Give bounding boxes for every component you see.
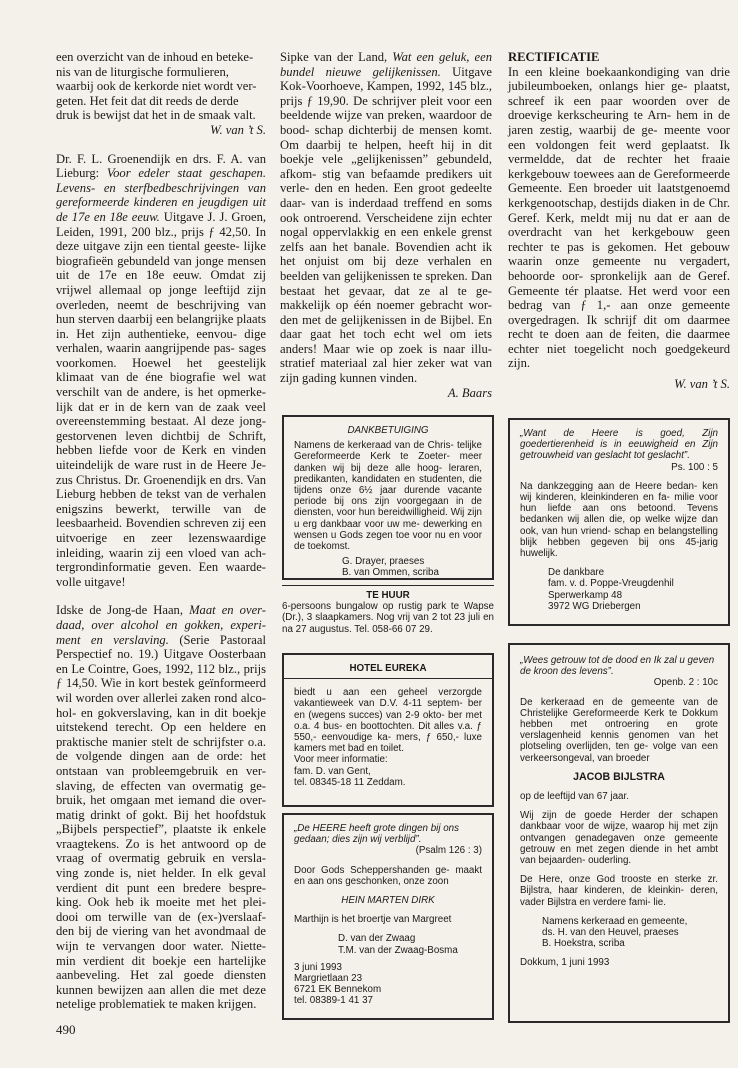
ad-address: Margrietlaan 23 [294, 973, 363, 985]
ad-title: TE HUUR [366, 590, 410, 601]
review-publication: Uitgave J. J. Groen, Leiden, 1991, 200 blz., prijs ƒ 42,50. [56, 209, 267, 239]
ad-quote: „De HEERE heeft grote dingen bij ons gedaan; dies zijn wij verblijd”. [294, 823, 460, 846]
review-author: Idske de Jong-de Haan, [56, 603, 183, 618]
review-book-title: Maat en over- daad, over alcohol en gokken, experi- ment en verslaving. [56, 603, 266, 647]
review-publication: (Serie Pastoraal Perspectief no. 19.) Uitgave Oosterbaan en Le Cointre, Goes, 1992, 112 blz., prijs ƒ 14,50. [56, 632, 266, 691]
ad-body: 6-persoons bungalow op rustig park te Wapse (Dr.), 3 slaapkamers. Nog vrij van 2 tot 23 juli en na 27 augustus. Tel. 058-66 07 29. [282, 601, 494, 635]
text-line: druk is bewijst dat het in de smaak valt. [56, 108, 256, 123]
ad-quote: „Want de Heere is goed, Zijn goedertierenheid is in eeuwigheid en Zijn getrouwheid van geslacht tot geslacht”. [520, 428, 718, 462]
review-body: Wie in kort bestek geïnformeerd wil worden over allerlei zaken rond alco- hol- en gokverslaving, kan in dit boekje uitstekend terecht. Op een heldere en praktische manier stelt de schrijfster o.a. de volgende dingen aan de orde: het ontstaan van probleemgebruik en ver- slaving, de effecten van overmatig ge- bruik, het omgaan met iemand die over- matig drinkt of gokt. Bij het hoofdstuk „Bijbels perspectief”, plaatste ik enkele vraagtekens. Zo is het antwoord op de vraag of overmatig gebruik en versla- ving zonde is, niet helder. In elk geval verdient dit punt een bredere bespre- king. Ook heb ik moeite met het plei- dooi om terwille van de (ex-)verslaaf- den bij de viering van het avondmaal de wijn te vervangen door water. Niette- min verdient dit boekje een hartelijke aanbeveling. Het zal goede diensten kunnen bewijzen aan allen die met deze netelige problematiek te maken krijgen. [56, 676, 267, 1012]
ad-body: De kerkeraad en de gemeente van de Christelijke Gereformeerde Kerk te Dokkum hebben met ontroering en grote verslagenheid kennis genomen van het plotseling overlijden, ten ge- volge van een verkeersongeval, van broeder [520, 696, 718, 764]
ad-signatory: B. van Ommen, scriba [342, 567, 439, 579]
review-body: In deze uitgave zijn een tiental geeste- lijke biografieën gebundeld van jonge mensen uit de 17e en 18e eeuw. Omdat zij vrijwel allemaal op jonge leeftijd zijn overleden, neemt de beschrijving van hun sterven daarbij een belangrijke plaats in. Het zijn authentieke, eenvou- dige verhalen, waarin aangrijpende pas- sages voorkomen. Hoewel het geestelijk klimaat van de éne biografie wel wat verschilt van de andere, is het opmerke- lijk dat er in de kern van de zaak veel overeenstemming bestaat. Al deze jong- gestorvenen leven dichtbij de Schrift, hebben liefde voor de Kerk en vinden uiteindelijk de ware rust in de Heere Je- zus Christus. Dr. Groenendijk en drs. Van Lieburg hebben de tekst van de verhalen enigszins bewerkt, terwille van de leesbaarheid. Bovendien schreven zij een uitvoerige en zeer lezenswaardige inleiding, waarin zij een vloed van ach- tergrondinformatie geven. Een waarde- volle uitgave! [56, 224, 266, 589]
review-author: Sipke van der Land, [280, 50, 388, 64]
review-book-title: Wat een geluk, een bundel nieuwe gelijkenissen. [280, 50, 493, 79]
ad-signatory: fam. v. d. Poppe-Vreugdenhil [548, 578, 674, 590]
ad-sibling: Marthijn is het broertje van Margreet [294, 914, 452, 926]
text-line: een overzicht van de inhoud en beteke- [56, 50, 254, 64]
review-signature: W. van ’t S. [210, 122, 266, 137]
ad-body: biedt u aan een geheel verzorgde vakantieweek van D.V. 4-11 septem- ber en (wegens succes) van 2-9 okto- ber met o.a. 4 bus- en boottochten. Dit alles v.a. ƒ 550,- eenvoudige ka- mers, ƒ 650,- luxe kamers met bad en toilet. [294, 687, 482, 755]
ad-quote-reference: Openb. 2 : 10c [653, 677, 718, 689]
ad-hotel-eureka [282, 653, 494, 807]
review-signature: A. Baars [447, 385, 492, 400]
ad-place-date: Dokkum, 1 juni 1993 [520, 957, 610, 969]
ad-age: op de leeftijd van 67 jaar. [520, 791, 629, 803]
ad-address: 6721 EK Bennekom [294, 984, 382, 996]
column-2 [280, 50, 492, 400]
ad-info: fam. D. van Gent, [294, 765, 371, 777]
ad-anniversary-thanks [508, 418, 730, 626]
review-body: De schrijver pleit voor een beeldende wijze van preken, waardoor de bood- schap dichterbij de mensen komt. Om daarbij te helpen, heeft hij in dit boekje vele „gelijkenissen” gebundeld, afkom- stig van befaamde predikers uit verle- den en heden. Een groot gedeelte daar- van is inderdaad treffend en soms ook ontroerend. Verscheidene zijn echter nogal oppervlakkig en een enkele grenst zelfs aan het banale. Bovendien acht ik het onjuist om bij deze verhalen en beelden van gelijkenissen te spreken. Dan bestaat het gevaar, dat ze al te ge- makkelijk op één noemer gebracht wor- den met de gelijkenissen in de Bijbel. En daar gaat het toch echt wel om iets anders! Maar wie op zoek is naar illu- stratief materiaal zal hier zeker wat van zijn gading kunnen vinden. [280, 93, 492, 386]
column-1 [56, 50, 266, 1012]
ad-title: DANKBETUIGING [347, 425, 429, 436]
ad-parent: T.M. van der Zwaag-Bosma [338, 944, 458, 956]
divider [282, 585, 494, 586]
ad-title: HOTEL EUREKA [349, 663, 427, 674]
review-book-title: Voor edeler staat geschapen. Levens- en sterfbedbeschrijvingen van gereformeerde kinderen en jeugdigen uit de 17e en 18e eeuw. [56, 166, 266, 224]
ad-body: Door Gods Scheppershanden ge- maakt en aan ons geschonken, onze zoon [294, 864, 482, 887]
page-number: 490 [56, 1022, 76, 1037]
review-continuation [56, 50, 266, 138]
rectificatie-heading: RECTIFICATIE [508, 50, 600, 64]
ad-signatory: G. Drayer, praeses [342, 556, 425, 568]
ad-signatory: Namens kerkeraad en gemeente, [542, 915, 688, 927]
ad-info: Voor meer informatie: [294, 754, 388, 766]
review-author: Dr. F. L. Groenendijk en drs. F. A. van Lieburg: [56, 151, 266, 181]
ad-parent: D. van der Zwaag [338, 933, 416, 945]
ad-info: tel. 08345-18 11 Zeddam. [294, 776, 406, 788]
ad-body: Namens de kerkeraad van de Chris- telijke Gereformeerde Kerk te Zoeter- meer danken wij bij deze alle hoog- leraren, predikanten, kandidaten en studenten, die tijdens onze 6½ jaar durende vacante periode bij ons zijn voorgegaan in de diensten, voor hun bereidwilligheid. Wij zijn u erg dankbaar voor uw me- dewerking en wensen u Gods zegen toe voor nu en voor de toekomst. [294, 440, 482, 553]
ad-child-name: HEIN MARTEN DIRK [341, 895, 435, 907]
ad-te-huur [282, 585, 494, 635]
ad-body: De Here, onze God trooste en sterke zr. Bijlstra, haar kinderen, de kleinkin- deren, vader Bijlstra en verdere fami- lie. [520, 874, 718, 908]
divider [284, 678, 492, 679]
review-dejong [56, 603, 266, 1012]
rectificatie-signature: W. van ’t S. [674, 377, 730, 392]
review-groenendijk [56, 152, 266, 590]
review-publication: Uitgave Kok-Voorhoeve, Kampen, 1992, 145 blz., prijs ƒ 19,90. [280, 64, 492, 108]
ad-body: Wij zijn de goede Herder der schapen dankbaar voor de wijze, waarop hij met zijn ontvangen genadegaven onze gemeente getrouw en met zegen diende in het ambt van bejaarden- ouderling. [520, 810, 718, 867]
text-line: waarbij ook de kerkorde niet wordt ver- [56, 79, 257, 94]
ad-phone: tel. 08389-1 41 37 [294, 995, 373, 1007]
text-line: geten. Het feit dat dit reeds de derde [56, 93, 239, 108]
ad-quote-reference: (Psalm 126 : 3) [415, 845, 482, 857]
ad-body: Na dankzegging aan de Heere bedan- ken wij kinderen, kleinkinderen en fa- milie voor hun liefde aan ons betoond. Tevens bedanken wij allen die, op welke wijze dan ook, van hun vriend- schap en belangstelling blijk hebben gegeven bij ons 45-jarig huwelijk. [520, 480, 718, 560]
ad-signatory: ds. H. van den Heuvel, praeses [542, 927, 679, 939]
ad-birth-announcement [282, 813, 494, 1020]
ad-signatory: B. Hoekstra, scriba [542, 938, 625, 950]
ad-obituary [508, 643, 730, 1023]
ad-date: 3 juni 1993 [294, 961, 342, 973]
column-3 [508, 50, 730, 392]
ad-signatory: De dankbare [548, 567, 605, 579]
ad-quote-reference: Ps. 100 : 5 [671, 461, 718, 473]
ad-address: 3972 WG Driebergen [548, 600, 641, 612]
rectificatie-body: In een kleine boekaankondiging van drie jubileumboeken, onlangs hier ge- plaatst, schreef ik een paar woorden over de droevige kerkscheuring te Arn- hem in de jaren zestig, waarbij de ge- meente voor een voldongen feit werd geplaatst. Ik vermeldde, dat de rechter het fraaie kerkgebouw toewees aan de Gereformeerde Gemeente. Een broeder uit laatstgenoemd kerkgenootschap, destijds diaken in de Chr. Geref. Kerk, meldt mij nu dat er aan de overdracht van het kerkgebouw geen rechter te pas is gekomen. Het gebouw waarin onze gemeente nu vergadert, behoorde oor- spronkelijk aan de Geref. Gemeente tér plaatse. Het werd voor een bedrag van ƒ 1,- aan onze gemeente overgedragen. Ik schrijf dit om daarmee recht te doen aan de feiten, die daarmee echter niet toegelicht noch goedgekeurd zijn. [508, 64, 730, 371]
ad-dankbetuiging [282, 415, 494, 580]
ad-quote: „Wees getrouw tot de dood en Ik zal u geven de kroon des levens”. [520, 655, 715, 678]
ad-deceased-name: JACOB BIJLSTRA [573, 770, 665, 783]
ad-address: Sperwerkamp 48 [548, 589, 623, 601]
text-line: nis van de liturgische formulieren, [56, 64, 229, 79]
